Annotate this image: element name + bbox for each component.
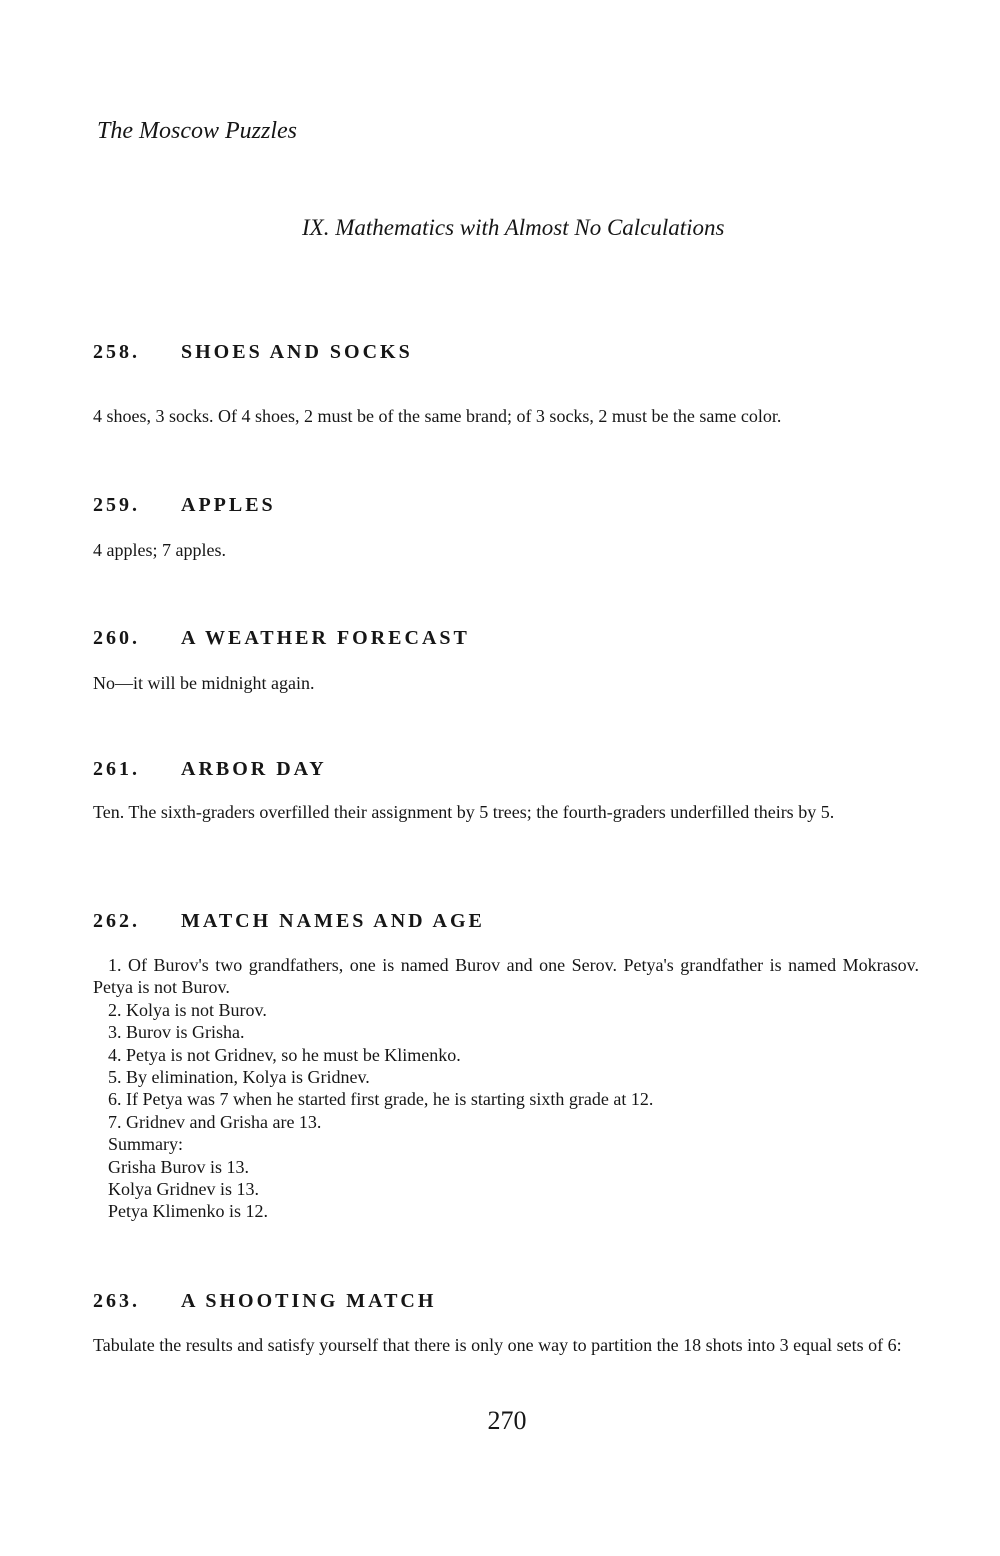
section-number: 258. <box>93 341 140 363</box>
section-text-260: No—it will be midnight again. <box>93 673 315 693</box>
running-head: The Moscow Puzzles <box>97 118 297 144</box>
section-text-258: 4 shoes, 3 socks. Of 4 shoes, 2 must be of the same brand; of 3 socks, 2 must be the same color. <box>93 406 782 426</box>
list-item: 2. Kolya is not Burov. <box>108 999 267 1020</box>
list-item: 7. Gridnev and Grisha are 13. <box>108 1111 322 1132</box>
list-item: 1. Of Burov's two grandfathers, one is named Burov and one Serov. Petya's grandfather is named Mokrasov. Petya is not Burov. <box>93 955 919 998</box>
section-text-261: Ten. The sixth-graders overfilled their assignment by 5 trees; the fourth-graders underfilled theirs by 5. <box>93 802 835 822</box>
chapter-title: IX. Mathematics with Almost No Calculations <box>302 215 725 240</box>
section-heading-260 <box>93 624 470 652</box>
summary-item: Petya Klimenko is 12. <box>108 1201 268 1222</box>
section-text-263: Tabulate the results and satisfy yourself that there is only one way to partition the 18 shots into 3 equal sets of 6: <box>93 1335 902 1355</box>
section-text-259: 4 apples; 7 apples. <box>93 540 226 560</box>
section-title: APPLES <box>181 494 276 516</box>
summary-label: Summary: <box>108 1134 183 1155</box>
summary-item: Kolya Gridnev is 13. <box>108 1179 259 1200</box>
section-number: 260. <box>93 627 140 649</box>
list-item: 3. Burov is Grisha. <box>108 1022 245 1043</box>
section-title: MATCH NAMES AND AGE <box>181 910 485 932</box>
section-number: 263. <box>93 1290 140 1312</box>
section-heading-262 <box>93 907 485 935</box>
section-heading-261 <box>93 755 327 783</box>
section-title: A WEATHER FORECAST <box>181 627 470 649</box>
section-number: 262. <box>93 910 140 932</box>
section-title: ARBOR DAY <box>181 758 327 780</box>
section-heading-259 <box>93 491 276 519</box>
section-number: 261. <box>93 758 140 780</box>
section-title: A SHOOTING MATCH <box>181 1290 437 1312</box>
section-number: 259. <box>93 494 140 516</box>
list-item: 4. Petya is not Gridnev, so he must be Klimenko. <box>108 1044 461 1065</box>
list-item: 6. If Petya was 7 when he started first grade, he is starting sixth grade at 12. <box>108 1089 654 1110</box>
solution-list-262 <box>93 954 919 1223</box>
summary-item: Grisha Burov is 13. <box>108 1156 249 1177</box>
section-title: SHOES AND SOCKS <box>181 341 413 363</box>
page-number: 270 <box>487 1406 527 1435</box>
section-heading-258 <box>93 338 413 366</box>
list-item: 5. By elimination, Kolya is Gridnev. <box>108 1067 370 1088</box>
section-heading-263 <box>93 1287 436 1315</box>
